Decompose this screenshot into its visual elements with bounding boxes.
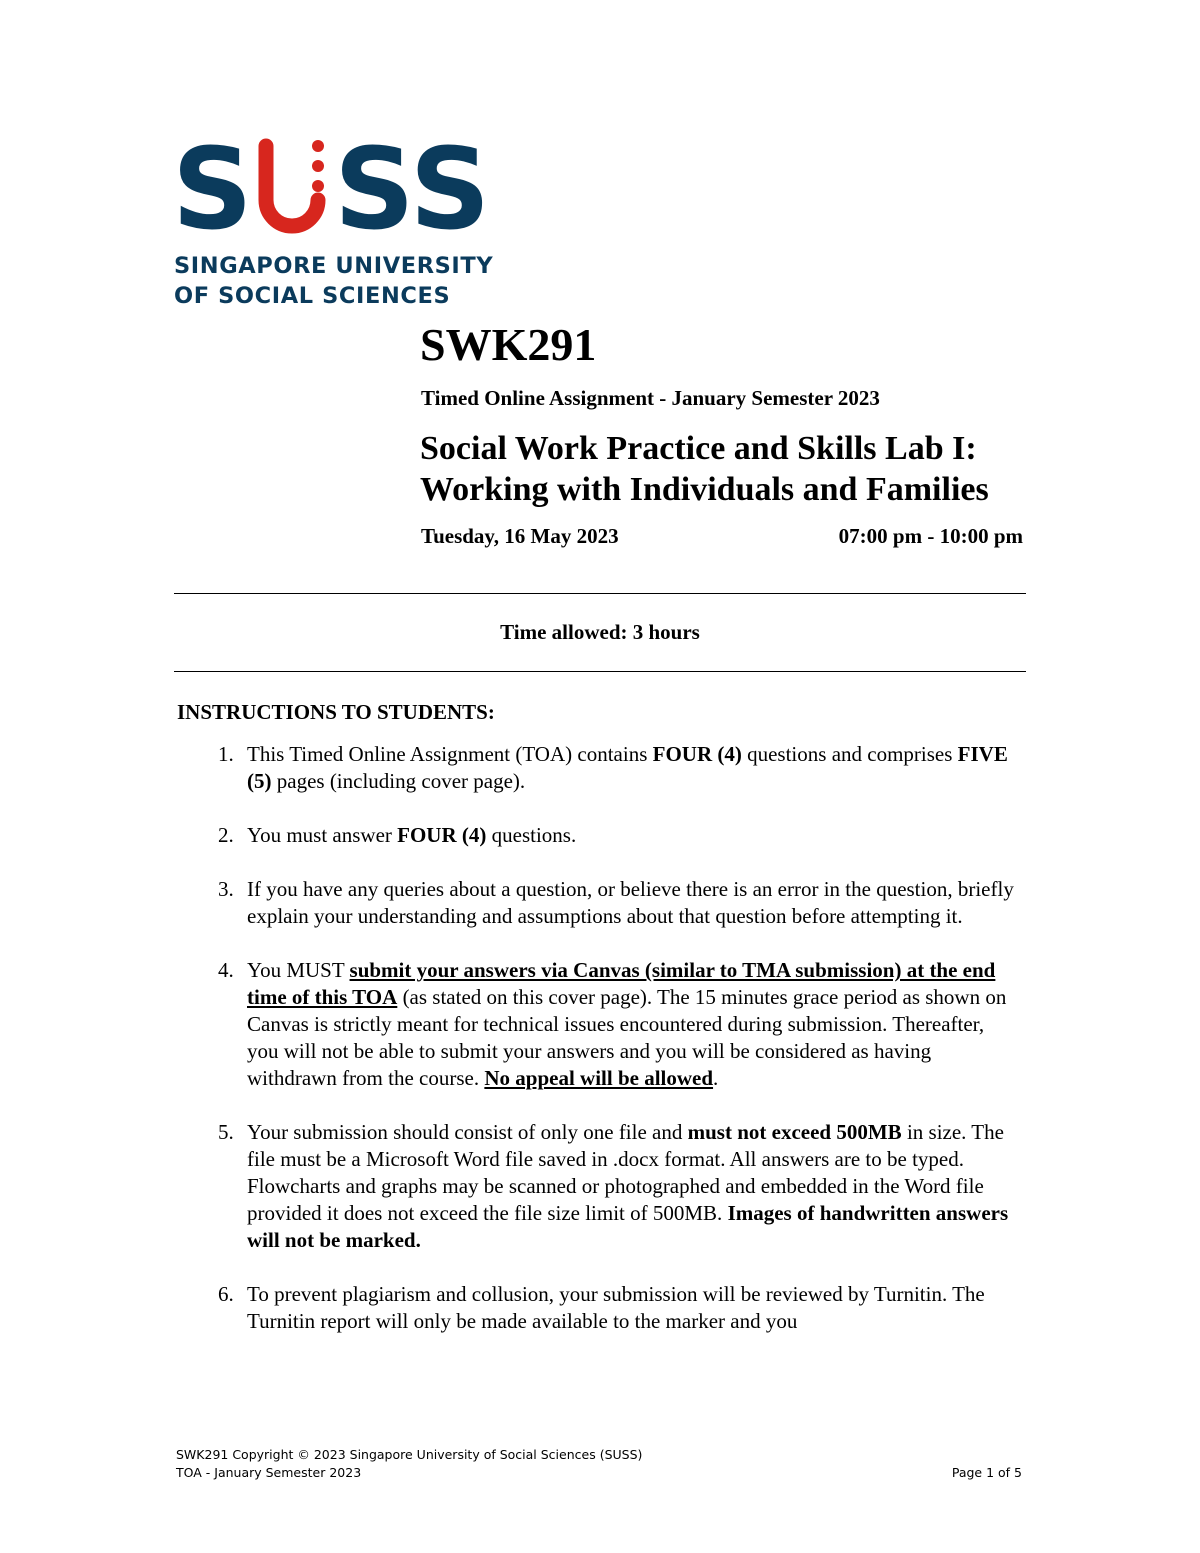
- logo-line-2: OF SOCIAL SCIENCES: [174, 283, 451, 309]
- instruction-number: 5.: [218, 1120, 234, 1144]
- course-title: [420, 428, 989, 510]
- instruction-item: [218, 1281, 1018, 1335]
- suss-wordmark: [174, 138, 494, 238]
- emphasized-text: FOUR (4): [397, 823, 487, 847]
- emphasized-text: FIVE (5): [247, 742, 1008, 793]
- instruction-item: [218, 876, 1018, 930]
- text-segment: To prevent plagiarism and collusion, your submission will be reviewed by Turnitin. The Turnitin report will only be made available to the marker and you: [247, 1282, 985, 1333]
- instruction-number: 6.: [218, 1282, 234, 1306]
- instruction-text: [247, 741, 1015, 795]
- instruction-number: 2.: [218, 823, 234, 847]
- text-segment: (as stated on this cover page). The 15 minutes grace period as shown on Canvas is strictly meant for technical issues encountered during submission. Thereafter, you will not be able to submit your answers and you will be considered as having withdrawn from the course.: [247, 985, 1007, 1090]
- time-allowed: Time allowed: 3 hours: [500, 620, 700, 644]
- course-title-line-2: Working with Individuals and Families: [420, 471, 989, 508]
- exam-time: 07:00 pm - 10:00 pm: [838, 524, 1023, 548]
- instruction-text: [247, 822, 1015, 849]
- footer-copyright: SWK291 Copyright © 2023 Singapore University of Social Sciences (SUSS): [176, 1447, 643, 1462]
- assignment-subtitle: Timed Online Assignment - January Semester 2023: [421, 386, 880, 410]
- instruction-text: [247, 957, 1015, 1092]
- instruction-text: [247, 1119, 1015, 1254]
- instruction-text: [247, 876, 1015, 930]
- instruction-number: 3.: [218, 877, 234, 901]
- text-segment: questions and comprises: [741, 742, 958, 766]
- footer-semester: TOA - January Semester 2023: [176, 1465, 362, 1480]
- suss-logo: [174, 138, 494, 311]
- divider-bottom: [174, 671, 1026, 672]
- instruction-item: [218, 1119, 1018, 1254]
- instruction-item: [218, 822, 1018, 849]
- exam-date: Tuesday, 16 May 2023: [421, 524, 619, 548]
- emphasized-text: No appeal will be allowed: [484, 1066, 714, 1090]
- text-segment: If you have any queries about a question, or believe there is an error in the question, briefly explain your understanding and assumptions about that question before attempting it.: [247, 877, 1014, 928]
- text-segment: Your submission should consist of only one file and: [247, 1120, 688, 1144]
- page-number: Page 1 of 5: [951, 1465, 1022, 1480]
- emphasized-text: FOUR (4): [652, 742, 742, 766]
- text-segment: You must answer: [247, 823, 398, 847]
- course-title-line-1: Social Work Practice and Skills Lab I:: [420, 430, 977, 467]
- emphasized-text: must not exceed 500MB: [687, 1120, 902, 1144]
- instructions-heading: INSTRUCTIONS TO STUDENTS:: [177, 700, 495, 724]
- instruction-number: 4.: [218, 958, 234, 982]
- instruction-text: [247, 1281, 1015, 1335]
- text-segment: pages (including cover page).: [271, 769, 526, 793]
- text-segment: You MUST: [247, 958, 350, 982]
- instruction-number: 1.: [218, 742, 234, 766]
- emphasized-text: Images of handwritten answers will not be marked.: [247, 1201, 1009, 1252]
- logo-line-1: SINGAPORE UNIVERSITY: [174, 253, 494, 279]
- instruction-item: [218, 957, 1018, 1092]
- course-code: SWK291: [420, 319, 597, 370]
- emphasized-text: submit your answers via Canvas (similar to TMA submission) at the end time of this TOA: [247, 958, 996, 1009]
- text-segment: in size. The file must be a Microsoft Word file saved in .docx format. All answers are to be typed. Flowcharts and graphs may be scanned or photographed and embedded in the Word file provided it does not exceed the file size limit of 500MB.: [247, 1120, 1004, 1225]
- instruction-item: [218, 741, 1018, 795]
- footer-left: [176, 1446, 642, 1482]
- text-segment: This Timed Online Assignment (TOA) contains: [247, 742, 653, 766]
- instructions-list: [218, 741, 1018, 1362]
- divider-top: [174, 593, 1026, 594]
- svg-text:SS: SS: [334, 138, 491, 238]
- text-segment: .: [713, 1066, 719, 1090]
- text-segment: questions.: [486, 823, 577, 847]
- svg-text:S: S: [174, 138, 253, 238]
